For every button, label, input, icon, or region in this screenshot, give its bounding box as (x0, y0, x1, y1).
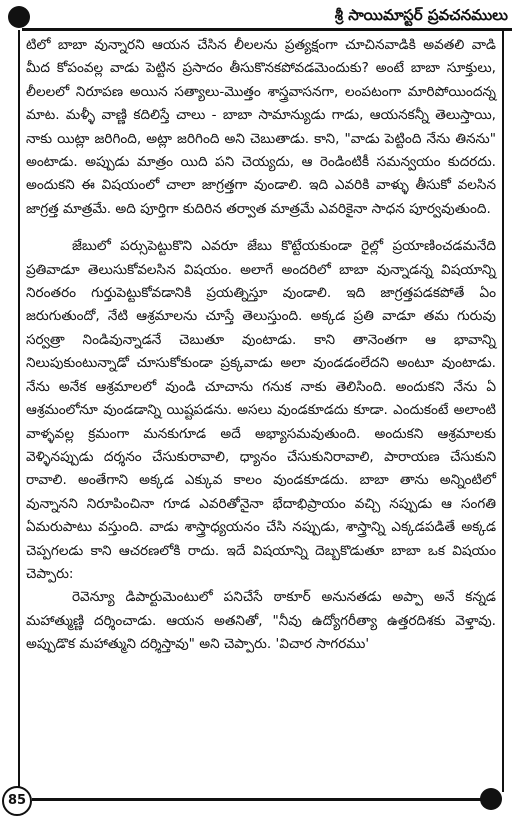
left-border-line (18, 30, 20, 792)
page-number: 85 (2, 786, 32, 816)
right-border-line (502, 30, 504, 792)
footer-rule (32, 798, 498, 801)
body-text (26, 34, 496, 657)
running-header (8, 4, 512, 32)
paragraph-3: రెవెన్యూ డిపార్టుమెంటులో పనిచేసే ఠాకూర్ అనునతడు అప్పా అనే కన్నడ మహాత్ముణ్ణి దర్శించాడు. ఆయన అతనితో, "నీవు ఉద్యోగరీత్యా ఉత్తరదిశకు వెళ్తావు. అప్పుడొక మహాత్ముని దర్శిస్తావు" అని చెప్పారు. 'విచార సాగరము' (26, 589, 496, 653)
header-bullet-icon (8, 6, 30, 28)
header-rule (22, 28, 512, 31)
footer-bullet-icon (480, 788, 502, 810)
paragraph-2: జేబులో పర్సుపెట్టుకొని ఎవరూ జేబు కొట్టేయకుండా రైల్లో ప్రయాణించడమనేది ప్రతివాడూ తెలుసుకోవలసిన విషయం. అలాగే అందరిలో బాబా వున్నాడన్న విషయాన్ని నిరంతరం గుర్తుపెట్టుకోవడానికి ప్రయత్నిస్తూ వుండాలి. ఇది జాగ్రత్తపడకపోతే ఏం జరుగుతుందో, నేటి ఆశ్రమాలను చూస్తే తెలుస్తుంది. అక్కడ ప్రతి వాడూ తమ గురువు సర్వత్రా నిండివున్నాడనే చెబుతూ వుంటాడు. కాని తానెంతగా ఆ భావాన్ని నిలుపుకుంటున్నాడో చూసుకోకుండా ప్రక్కవాడు అలా వుండడంలేదని అంటూ వుంటాడు. నేను అనేక ఆశ్రమాలలో వుండి చూచాను గనుక నాకు తెలిసింది. అందుకని నేను ఏ ఆశ్రమంలోనూ వుండడాన్ని యిష్టపడను. అసలు వుండకూడదు కూడా. ఎందుకంటే అలాంటి వాళ్ళవల్ల క్రమంగా మనకుగూడ అదే అభ్యాసమవుతుంది. అందుకని ఆశ్రమాలకు వెళ్ళినప్పుడు దర్శనం చేసుకురావాలి, ధ్యానం చేసుకునిరావాలి, పారాయణ చేసుకుని రావాలి. అంతేగాని అక్కడ ఎక్కువ కాలం వుండకూడదు. బాబా తాను అన్నింటిలో వున్నానని నిరూపించినా గూడ ఎవరితోనైనా భేదాభిప్రాయం వచ్చి నప్పుడు ఆ సంగతి ఏమరుపాటు వస్తుంది. వాడు శాస్త్రాధ్యయనం చేసి నప్పుడు, శాస్త్రాన్ని ఎక్కడపడితే అక్కడ చెప్పగలడు కాని ఆచరణలోకి రాదు. ఇదే విషయాన్ని దెబ్బకొడుతూ బాబా ఒక విషయం చెప్పారు: (26, 238, 496, 582)
book-title: శ్రీ సాయిమాస్టర్ ప్రవచనములు (334, 6, 508, 24)
page-footer (0, 780, 520, 820)
paragraph-1: టిలో బాబా వున్నారని ఆయన చేసిన లీలలను ప్రత్యక్షంగా చూచినవాడికి అవతలి వాడి మీద కోపంవల్ల వాడు పెట్టిన ప్రసాదం తీసుకొనకపోవడమెందుకు? అంటే బాబా సూక్తులు, లీలలలో నిరూపణ అయిన సత్యాలు-మొత్తం శాస్త్రవాసనగా, లంపటంగా మారిపోయిందన్న మాట. మళ్ళీ వాణ్ణి కదిలిస్తే చాలు - బాబా సామాన్యుడు గాడు, ఆయనకన్నీ తెలుస్తాయి, నాకు యిట్లా జరిగింది, అట్లా జరిగింది అని చెబుతాడు. కాని, "వాడు పెట్టింది నేను తినను" అంటాడు. అప్పుడు మాత్రం యిది పని చెయ్యదు, ఆ రెండింటికీ సమన్వయం కుదరదు. అందుకని ఈ విషయంలో చాలా జాగ్రత్తగా వుండాలి. ఇది ఎవరికి వాళ్ళు తీసుకో వలసిన జాగ్రత్త మాత్రమే. అది పూర్తిగా కుదిరిన తర్వాత మాత్రమే ఎవరికైనా సాధన పూర్వవుతుంది. (26, 37, 496, 217)
